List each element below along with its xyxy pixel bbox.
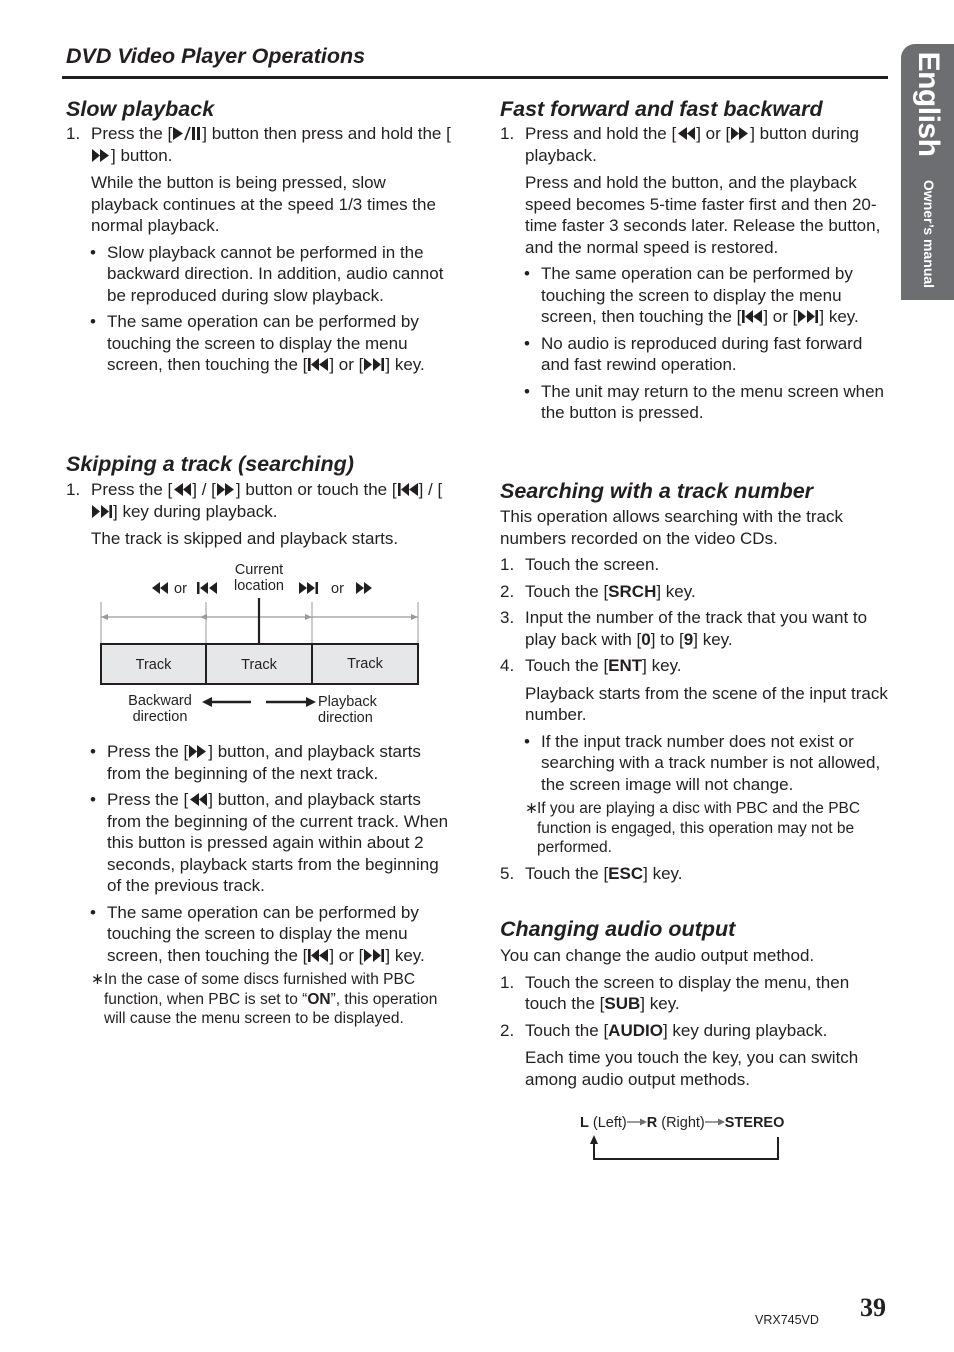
page-section-title: DVD Video Player Operations	[66, 44, 366, 68]
paragraph: You can change the audio output method.	[500, 946, 815, 965]
list-item: 1. Touch the screen.	[500, 555, 660, 574]
language-tab-label: English	[911, 51, 945, 157]
skip-next-icon	[91, 504, 113, 519]
list-item: 4. Touch the [ENT] key.	[500, 656, 682, 675]
paragraph: Playback starts from the scene of the input track number.	[525, 683, 888, 724]
audio-output-section	[500, 945, 892, 1090]
slow-playback-section	[66, 123, 451, 376]
playback-direction-label: Playback direction	[318, 694, 377, 726]
fast-forward-icon	[356, 582, 372, 594]
list-item: 1. Press the [ ] button then press and hold the [] button.	[66, 124, 451, 165]
page-number: 39	[860, 1293, 886, 1322]
track-diagram	[96, 560, 426, 730]
manual-tab-label: Owner’s manual	[920, 179, 937, 289]
model-number: VRX745VD	[755, 1313, 819, 1327]
skip-next-icon	[299, 582, 318, 594]
asterisk-icon: ∗	[525, 800, 538, 817]
play-pause-icon	[172, 126, 202, 141]
header-rule	[62, 76, 888, 79]
fast-backward-icon	[172, 482, 192, 497]
skipping-section-bottom	[66, 736, 451, 1029]
skip-previous-icon	[307, 948, 329, 963]
or-label: or	[174, 581, 187, 597]
skip-previous-icon	[397, 482, 419, 497]
list-item: 1. Press and hold the [ ] or [ ] button during playback.	[500, 124, 859, 165]
track-label: Track	[241, 657, 277, 673]
fast-forward-section	[500, 123, 892, 424]
track-number-section	[500, 506, 892, 884]
list-item: 2. Touch the [SRCH] key.	[500, 581, 696, 601]
list-item: 2. Touch the [AUDIO] key during playback.	[500, 1020, 828, 1040]
footnote: ∗ In the case of some discs furnished with PBC function, when PBC is set to “ON”, this operation will cause the menu screen to be displayed.	[91, 971, 438, 1027]
current-location-label: Current location	[234, 562, 284, 594]
paragraph: Each time you touch the key, you can switch among audio output methods.	[525, 1048, 859, 1089]
bullet-item: • Slow playback cannot be performed in the backward direction. In addition, audio cannot be reproduced during slow playback.	[66, 242, 451, 307]
track-label: Track	[347, 656, 383, 672]
paragraph: Press and hold the button, and the playback speed becomes 5-time faster first and then 20-time faster 3 seconds later. Release the button, and the normal speed is restored.	[525, 173, 881, 257]
skip-previous-icon	[197, 582, 217, 594]
bullet-item: • The same operation can be performed by touching the screen to display the menu screen, then touching the [ ] or [ ] key.	[66, 311, 451, 376]
list-item: 3. Input the number of the track that you want to play back with [0] to [9] key.	[500, 608, 868, 649]
fast-forward-icon	[216, 482, 236, 497]
paragraph: While the button is being pressed, slow playback continues at the speed 1/3 times the normal playback.	[91, 173, 436, 235]
fast-forward-icon	[730, 126, 750, 141]
bullet-item: • Press the [ ] button, and playback starts from the beginning of the next track.	[66, 741, 451, 784]
bullet-item: • The same operation can be performed by touching the screen to display the menu screen, then touching the [ ] or [ ] key.	[500, 263, 892, 328]
audio-cycle-text: L (Left) R (Right) STEREO	[580, 1115, 785, 1131]
skip-previous-icon	[741, 309, 763, 324]
skip-next-icon	[363, 357, 385, 372]
bullet-item: • If the input track number does not exist or searching with a track number is not allowed, the screen image will not change.	[500, 731, 892, 796]
list-item: 1. Press the [ ] / [ ] button or touch the [ ] / [] key during playback.	[66, 480, 443, 521]
audio-output-heading: Changing audio output	[500, 917, 736, 941]
bullet-item: • No audio is reproduced during fast forward and fast rewind operation.	[500, 333, 892, 376]
paragraph: The track is skipped and playback starts.	[91, 529, 399, 548]
fast-backward-icon	[676, 126, 696, 141]
return-loop-line	[580, 1113, 820, 1163]
bullet-item: • Press the [ ] button, and playback starts from the beginning of the current track. When this button is pressed again within about 2 seconds, playback starts from the beginning of the previous track.	[66, 789, 451, 897]
skip-previous-icon	[307, 357, 329, 372]
fast-forward-heading: Fast forward and fast backward	[500, 97, 823, 121]
or-label: or	[331, 581, 344, 597]
footnote: ∗ If you are playing a disc with PBC and the PBC function is engaged, this operation may not be performed.	[525, 800, 861, 856]
fast-forward-icon	[91, 148, 111, 163]
skipping-heading: Skipping a track (searching)	[66, 452, 354, 476]
fast-backward-icon	[152, 582, 168, 594]
fast-forward-icon	[188, 744, 208, 759]
list-item: 1. Touch the screen to display the menu, then touch the [SUB] key.	[500, 972, 850, 1013]
bullet-item: • The unit may return to the menu screen when the button is pressed.	[500, 381, 892, 424]
audio-cycle-diagram	[580, 1113, 820, 1163]
list-item: 5. Touch the [ESC] key.	[500, 863, 683, 883]
asterisk-icon: ∗	[91, 971, 104, 988]
skip-next-icon	[363, 948, 385, 963]
fast-backward-icon	[188, 792, 208, 807]
skipping-section-top	[66, 479, 451, 550]
backward-direction-label: Backward direction	[128, 693, 192, 725]
bullet-item: • The same operation can be performed by touching the screen to display the menu screen, then touching the [ ] or [ ] key.	[66, 902, 451, 967]
track-number-heading: Searching with a track number	[500, 479, 814, 503]
slow-playback-heading: Slow playback	[66, 97, 215, 121]
skip-next-icon	[797, 309, 819, 324]
paragraph: This operation allows searching with the track numbers recorded on the video CDs.	[500, 507, 843, 548]
track-label: Track	[135, 657, 172, 673]
